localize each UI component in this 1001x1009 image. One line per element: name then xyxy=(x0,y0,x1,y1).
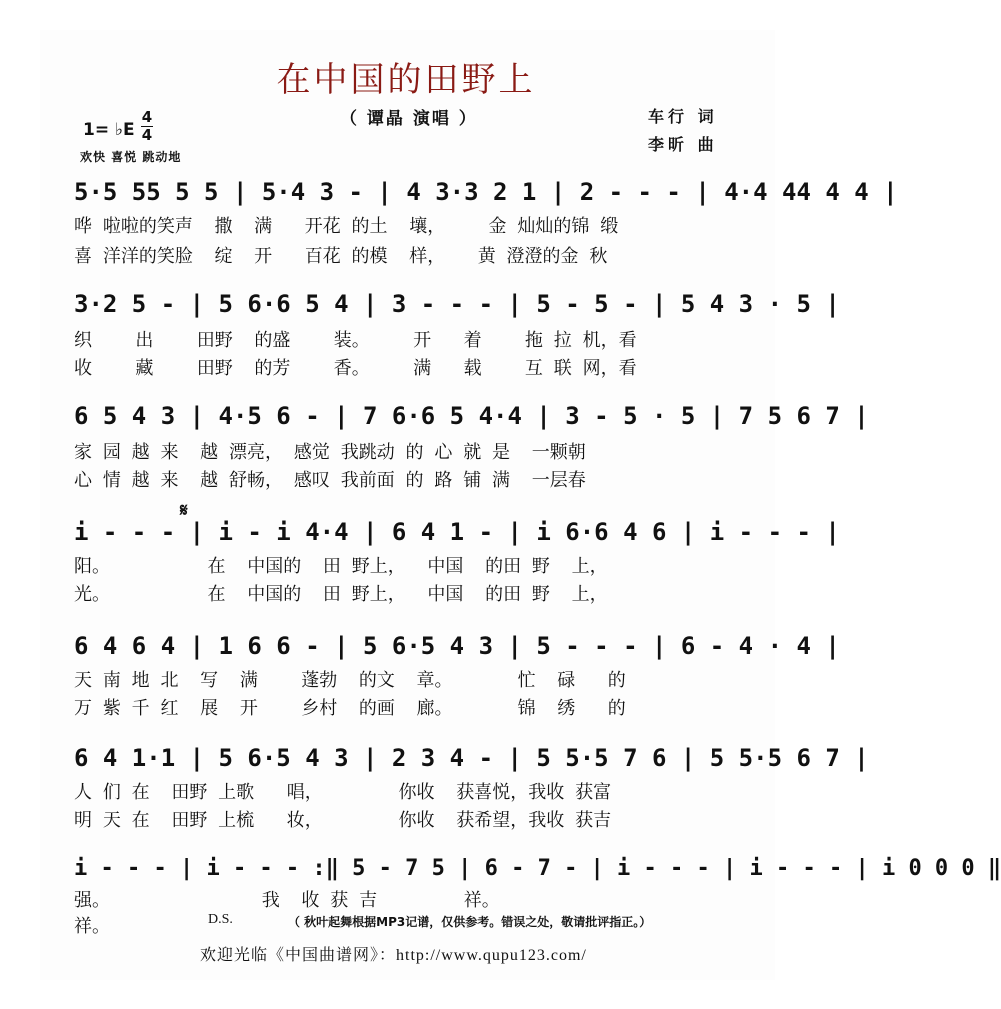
lyric-line: 心 情 越 来 越 舒畅， 感叹 我前面 的 路 铺 满 一层春 xyxy=(74,470,586,491)
notation-line: i - - - | i - i 4·4 | 6 4 1 - | i 6·6 4 6 | i - - - | xyxy=(74,518,840,546)
notation-line: 3·2 5 - | 5 6·6 5 4 | 3 - - - | 5 - 5 - | 5 4 3 · 5 | xyxy=(74,290,840,318)
lyric-line: 人 们 在 田野 上歌 唱， 你收 获喜悦，我收 获富 xyxy=(74,782,612,803)
meter-bottom: 4 xyxy=(141,126,153,144)
lyric-line: 天 南 地 北 写 满 蓬勃 的文 章。 忙 碌 的 xyxy=(74,670,626,691)
time-signature xyxy=(141,110,153,143)
notation-line: 6 4 6 4 | 1 6 6 - | 5 6·5 4 3 | 5 - - - | 6 - 4 · 4 | xyxy=(74,632,840,660)
notation-line: 6 5 4 3 | 4·5 6 - | 7 6·6 5 4·4 | 3 - 5 · 5 | 7 5 6 7 | xyxy=(74,402,869,430)
score-page xyxy=(40,30,775,980)
song-title: 在中国的田野上 xyxy=(276,60,536,100)
lyric-line: 家 园 越 来 越 漂亮， 感觉 我跳动 的 心 就 是 一颗朝 xyxy=(74,442,586,463)
ds-marking: D.S. xyxy=(208,912,233,927)
singer-line: （ 谭晶 演唱 ） xyxy=(340,109,478,129)
lyric-line: 阳。 在 中国的 田 野上， 中国 的田 野 上， xyxy=(74,556,608,577)
segno-icon: 𝄋 xyxy=(180,500,188,521)
notation-line: i - - - | i - - - :‖ 5 - 7 5 | 6 - 7 - | i - - - | i - - - | i 0 0 0 ‖ xyxy=(74,856,1001,881)
lyric-line: 喜 洋洋的笑脸 绽 开 百花 的模 样， 黄 澄澄的金 秋 xyxy=(74,246,608,267)
lyric-line: 收 藏 田野 的芳 香。 满 载 互 联 网，看 xyxy=(74,358,637,379)
lyric-line: 哗 啦啦的笑声 撒 满 开花 的土 壤， 金 灿灿的锦 缎 xyxy=(74,216,619,237)
lyric-line: 光。 在 中国的 田 野上， 中国 的田 野 上， xyxy=(74,584,608,605)
meter-top: 4 xyxy=(141,108,153,126)
site-footer: 欢迎光临《中国曲谱网》：http://www.qupu123.com/ xyxy=(200,947,587,964)
lyric-line: 明 天 在 田野 上梳 妆， 你收 获希望，我收 获吉 xyxy=(74,810,612,831)
composer: 李昕 曲 xyxy=(648,135,718,154)
lyricist: 车行 词 xyxy=(648,107,718,126)
tempo-marking: 欢快 喜悦 跳动地 xyxy=(80,150,182,164)
lyric-line: 万 紫 千 红 展 开 乡村 的画 廊。 锦 绣 的 xyxy=(74,698,626,719)
notation-line: 5·5 55 5 5 | 5·4 3 - | 4 3·3 2 1 | 2 - - - | 4·4 44 4 4 | xyxy=(74,178,898,206)
transcriber-remark: （ 秋叶起舞根据MP3记谱，仅供参考。错误之处，敬请批评指正。） xyxy=(288,915,652,929)
lyric-line: 织 出 田野 的盛 装。 开 着 拖 拉 机，看 xyxy=(74,330,637,351)
key-signature: 1= ♭E xyxy=(83,120,135,140)
lyric-line: 强。 我 收 获 吉 祥。 xyxy=(74,890,500,911)
notation-line: 6 4 1·1 | 5 6·5 4 3 | 2 3 4 - | 5 5·5 7 6 | 5 5·5 6 7 | xyxy=(74,744,869,772)
lyric-line: 祥。 xyxy=(74,916,110,937)
